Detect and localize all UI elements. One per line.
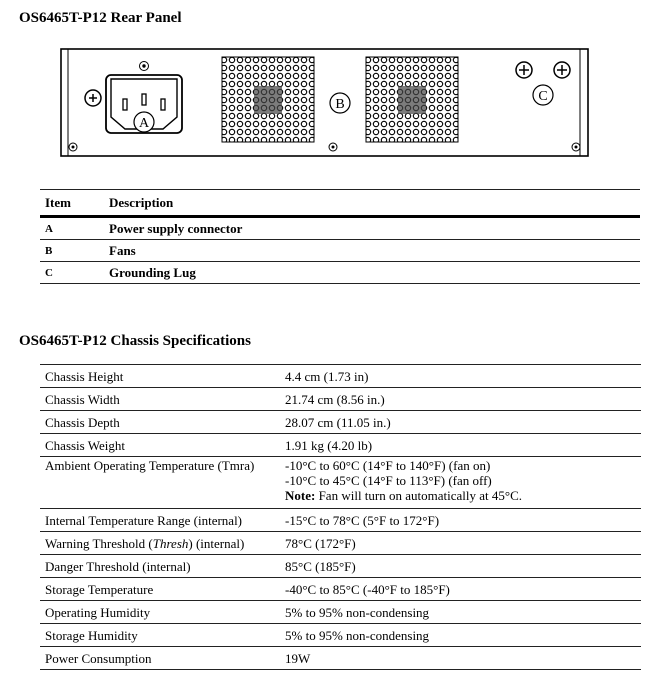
description-cell: Fans	[104, 240, 640, 262]
spec-value: 21.74 cm (8.56 in.)	[280, 388, 641, 411]
spec-value: 1.91 kg (4.20 lb)	[280, 434, 641, 457]
table-row	[40, 240, 640, 262]
fan-grille-icon	[222, 57, 314, 142]
spec-value: 4.4 cm (1.73 in)	[280, 365, 641, 388]
spec-value: 19W	[280, 647, 641, 670]
spec-value	[280, 457, 641, 509]
spec-label: Chassis Depth	[40, 411, 280, 434]
spec-note	[285, 488, 636, 503]
table-row	[40, 457, 641, 509]
spec-value: 78°C (172°F)	[280, 532, 641, 555]
table-row	[40, 262, 640, 284]
chassis-specs-title: OS6465T-P12 Chassis Specifications	[19, 333, 251, 349]
spec-value: -15°C to 78°C (5°F to 172°F)	[280, 509, 641, 532]
spec-label	[40, 532, 280, 555]
table-row	[40, 388, 641, 411]
callout-b: B	[335, 97, 345, 112]
spec-label: Operating Humidity	[40, 601, 280, 624]
rear-panel-diagram	[60, 48, 590, 158]
spec-value: 5% to 95% non-condensing	[280, 601, 641, 624]
chassis-specs-table	[40, 364, 641, 670]
spec-value-line: -10°C to 45°C (14°F to 113°F) (fan off)	[285, 473, 492, 488]
description-header: Description	[104, 190, 640, 217]
spec-label: Chassis Width	[40, 388, 280, 411]
item-header: Item	[40, 190, 104, 217]
table-row	[40, 578, 641, 601]
spec-label-part: ) (internal)	[188, 535, 245, 551]
description-cell: Grounding Lug	[104, 262, 640, 284]
table-row	[40, 411, 641, 434]
spec-label: Danger Threshold (internal)	[40, 555, 280, 578]
table-row	[40, 365, 641, 388]
fan-grille-icon	[366, 57, 458, 142]
table-row	[40, 555, 641, 578]
note-label: Note:	[285, 488, 316, 503]
spec-label: Internal Temperature Range (internal)	[40, 509, 280, 532]
item-cell: B	[40, 240, 104, 262]
spec-value: -40°C to 85°C (-40°F to 185°F)	[280, 578, 641, 601]
spec-label-part: Warning Threshold (	[45, 535, 153, 551]
table-row	[40, 624, 641, 647]
table-row	[40, 434, 641, 457]
table-row	[40, 647, 641, 670]
items-header-row	[40, 190, 640, 217]
callout-c: C	[538, 89, 548, 104]
spec-label: Storage Temperature	[40, 578, 280, 601]
spec-value: 5% to 95% non-condensing	[280, 624, 641, 647]
spec-label: Chassis Height	[40, 365, 280, 388]
rear-panel-title: OS6465T-P12 Rear Panel	[19, 10, 182, 26]
table-row	[40, 601, 641, 624]
callout-a: A	[138, 116, 150, 131]
spec-label: Chassis Weight	[40, 434, 280, 457]
spec-label: Power Consumption	[40, 647, 280, 670]
items-table	[40, 189, 640, 284]
table-row	[40, 532, 641, 555]
item-cell: C	[40, 262, 104, 284]
spec-value-line: -10°C to 60°C (14°F to 140°F) (fan on)	[285, 458, 491, 473]
table-row	[40, 217, 640, 240]
spec-value: 28.07 cm (11.05 in.)	[280, 411, 641, 434]
spec-label-italic: Thresh	[152, 535, 189, 551]
spec-label: Storage Humidity	[40, 624, 280, 647]
note-text: Fan will turn on automatically at 45°C.	[315, 488, 522, 503]
spec-label: Ambient Operating Temperature (Tmra)	[40, 457, 280, 509]
spec-value: 85°C (185°F)	[280, 555, 641, 578]
description-cell: Power supply connector	[104, 217, 640, 240]
item-cell: A	[40, 217, 104, 240]
table-row	[40, 509, 641, 532]
callout-b-marker	[330, 93, 350, 113]
